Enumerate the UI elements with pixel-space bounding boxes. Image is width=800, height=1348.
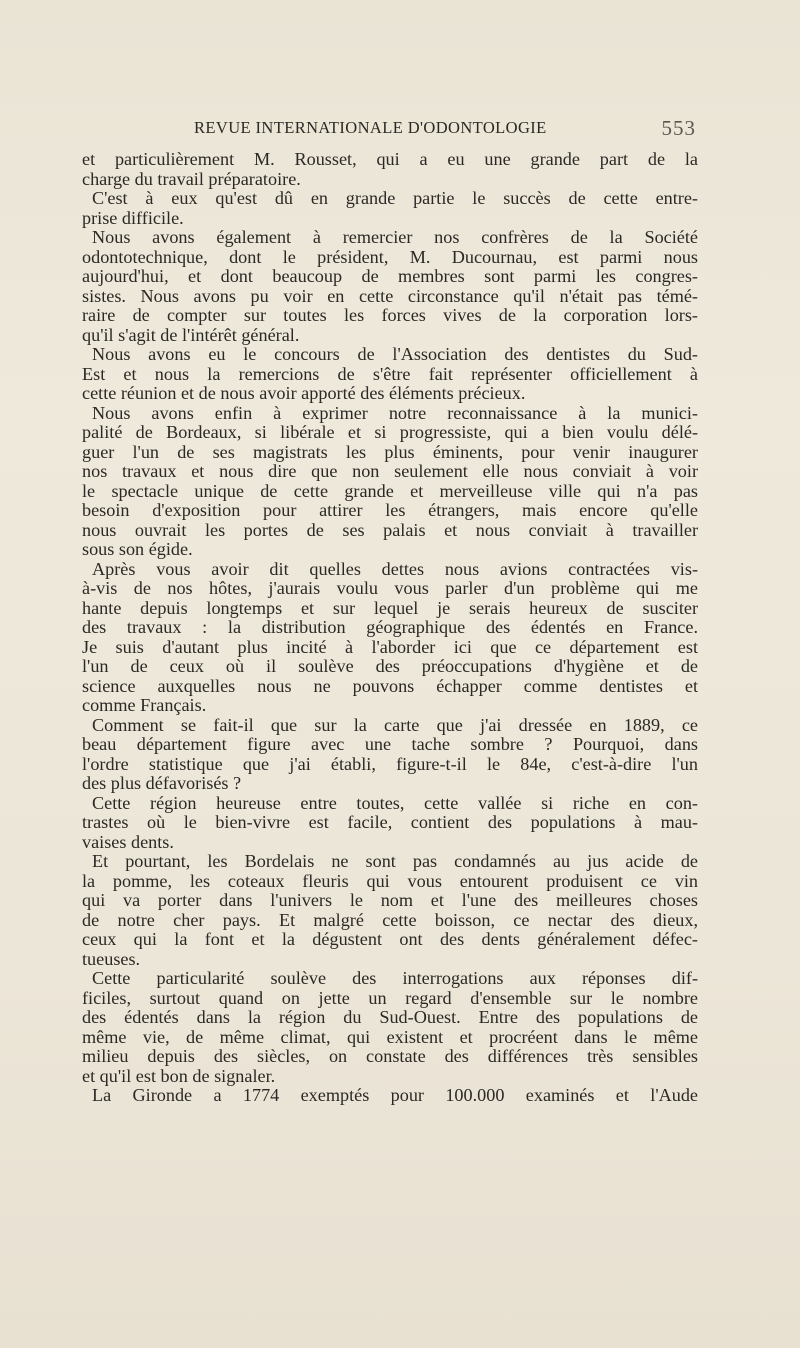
text-line: comme Français. bbox=[82, 695, 207, 715]
text-line: ficiles, surtout quand on jette un regard d'ensemble sur le nombre bbox=[82, 987, 698, 1008]
text-line: et particulièrement M. Rousset, qui a eu une grande part de la bbox=[82, 149, 698, 169]
text-line: des édentés dans la région du Sud-Ouest. Entre des populations de bbox=[82, 1007, 698, 1027]
text-line: sous son égide. bbox=[82, 539, 193, 559]
text-line: palité de Bordeaux, si libérale et si progressiste, qui a bien voulu délé- bbox=[82, 422, 698, 442]
text-line: de notre cher pays. Et malgré cette boisson, ce nectar des dieux, bbox=[82, 909, 698, 930]
text-line: prise difficile. bbox=[82, 207, 184, 228]
text-line: milieu depuis des siècles, on constate des différences très sensibles bbox=[82, 1046, 698, 1066]
text-line: à-vis de nos hôtes, j'aurais voulu vous parler d'un problème qui me bbox=[82, 578, 698, 598]
text-line: Est et nous la remercions de s'être fait représenter officiellement à bbox=[82, 363, 698, 384]
text-line: science auxquelles nous ne pouvons échapper comme dentistes et bbox=[82, 675, 698, 696]
text-line: Nous avons enfin à exprimer notre reconnaissance à la munici- bbox=[92, 402, 698, 423]
text-line: Cette particularité soulève des interrogations aux réponses dif- bbox=[92, 968, 698, 988]
text-line: Je suis d'autant plus incité à l'aborder ici que ce département est bbox=[82, 636, 698, 657]
text-line: qui va porter dans l'univers le nom et l'une des meilleures choses bbox=[82, 890, 698, 910]
text-line: nos travaux et nous dire que non seulement elle nous conviait à voir bbox=[82, 461, 698, 481]
text-line: La Gironde a 1774 exemptés pour 100.000 examinés et l'Aude bbox=[92, 1085, 698, 1105]
text-line: C'est à eux qu'est dû en grande partie le succès de cette entre- bbox=[92, 188, 698, 208]
text-line: cette réunion et de nous avoir apporté des éléments précieux. bbox=[82, 383, 526, 403]
body-text bbox=[82, 150, 698, 1106]
text-line: l'ordre statistique que j'ai établi, figure-t-il le 84e, c'est-à-dire l'un bbox=[82, 753, 698, 774]
text-line: Après vous avoir dit quelles dettes nous avions contractées vis- bbox=[92, 558, 698, 579]
text-line: charge du travail préparatoire. bbox=[82, 168, 301, 189]
text-line: la pomme, les coteaux fleuris qui vous entourent produisent ce vin bbox=[82, 870, 698, 891]
running-title: REVUE INTERNATIONALE D'ODONTOLOGIE bbox=[194, 118, 547, 137]
text-line: tueuses. bbox=[82, 948, 141, 969]
text-line: guer l'un de ses magistrats les plus éminents, pour venir inaugurer bbox=[82, 441, 698, 462]
text-line: le spectacle unique de cette grande et merveilleuse ville qui n'a pas bbox=[82, 480, 698, 501]
text-line: même vie, de même climat, qui existent et procréent dans le même bbox=[82, 1026, 698, 1047]
text-line: odontotechnique, dont le président, M. Ducournau, est parmi nous bbox=[82, 246, 698, 267]
page-number: 553 bbox=[661, 116, 696, 140]
text-line: Et pourtant, les Bordelais ne sont pas condamnés au jus acide de bbox=[92, 851, 698, 871]
page-header bbox=[82, 118, 698, 142]
text-line: Nous avons également à remercier nos confrères de la Société bbox=[92, 227, 698, 247]
text-line: Nous avons eu le concours de l'Association des dentistes du Sud- bbox=[92, 344, 698, 364]
text-line: Comment se fait-il que sur la carte que j'ai dressée en 1889, ce bbox=[92, 714, 698, 735]
text-line: aujourd'hui, et dont beaucoup de membres sont parmi les congres- bbox=[82, 266, 698, 286]
text-line: besoin d'exposition pour attirer les étrangers, mais encore qu'elle bbox=[82, 500, 698, 520]
text-line: Cette région heureuse entre toutes, cette vallée si riche en con- bbox=[92, 792, 698, 813]
text-line: ceux qui la font et la dégustent ont des dents généralement défec- bbox=[82, 929, 698, 949]
text-line: des travaux : la distribution géographique des édentés en France. bbox=[82, 617, 698, 637]
text-line: sistes. Nous avons pu voir en cette circonstance qu'il n'était pas témé- bbox=[82, 285, 698, 306]
text-line: raire de compter sur toutes les forces vives de la corporation lors- bbox=[82, 305, 698, 325]
text-line: qu'il s'agit de l'intérêt général. bbox=[82, 324, 300, 345]
text-line: et qu'il est bon de signaler. bbox=[82, 1065, 276, 1086]
text-line: nous ouvrait les portes de ses palais et nous conviait à travailler bbox=[82, 519, 698, 540]
text-line: l'un de ceux où il soulève des préoccupations d'hygiène et de bbox=[82, 656, 698, 676]
text-line: vaises dents. bbox=[82, 831, 174, 852]
text-line: trastes où le bien-vivre est facile, contient des populations à mau- bbox=[82, 812, 698, 832]
text-line: des plus défavorisés ? bbox=[82, 773, 242, 793]
text-line: hante depuis longtemps et sur lequel je serais heureux de susciter bbox=[82, 597, 698, 618]
text-line: beau département figure avec une tache sombre ? Pourquoi, dans bbox=[82, 734, 698, 754]
